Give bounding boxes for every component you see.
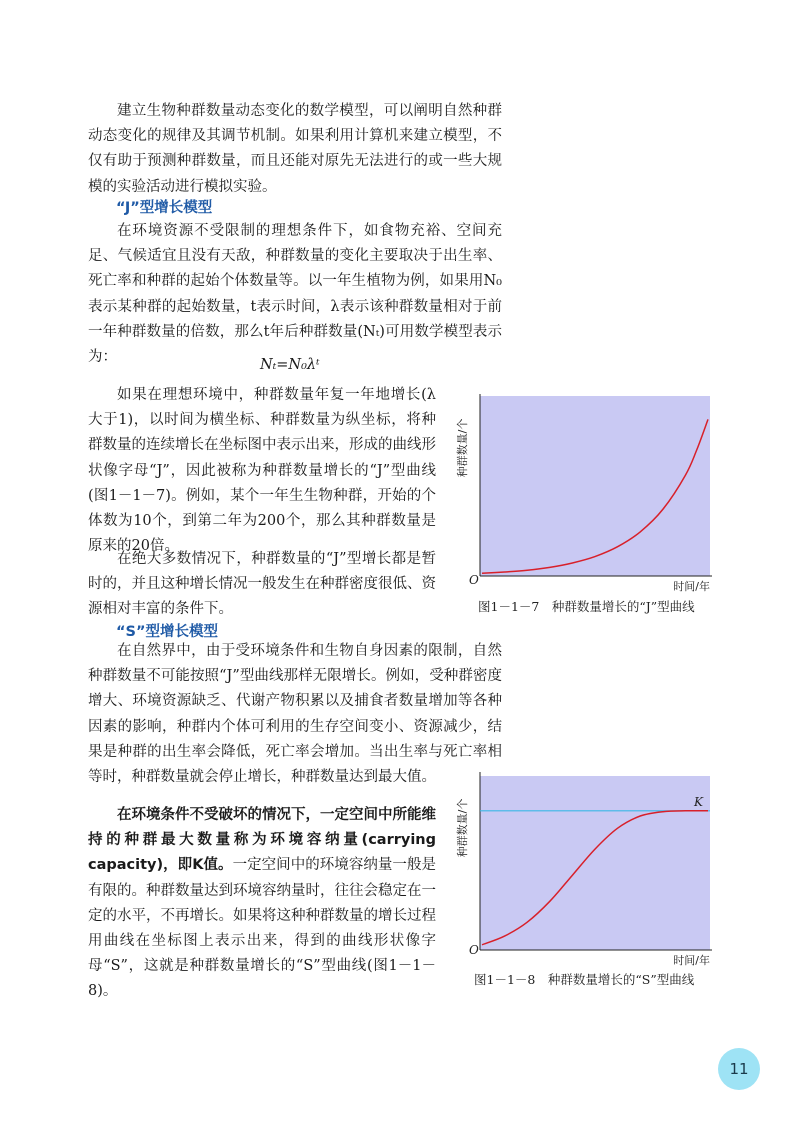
s-chart-x-label: 时间/年: [673, 954, 710, 967]
page-number-badge: [718, 1048, 760, 1090]
j-model-paragraph-1: 在环境资源不受限制的理想条件下，如食物充裕、空间充足、气候适宜且没有天敌，种群数量的变化主要取决于出生率、死亡率和种群的起始个体数量等。以一年生植物为例，如果用N₀表示某种群的起始数量，t表示时间，λ表示该种群数量相对于前一年种群数量的倍数，那么t年后种群数量(Nₜ)可用数学模型表示为：: [88, 223, 502, 366]
s-model-paragraph-1: 在自然界中，由于受环境条件和生物自身因素的限制，自然种群数量不可能按照“J”型曲线那样无限增长。例如，受种群密度增大、环境资源缺乏、代谢产物积累以及捕食者数量增加等各种因素的影响，种群内个体可利用的生存空间变小、资源减少，结果是种群的出生率会降低，死亡率会增加。当出生率与死亡率相等时，种群数量就会停止增长，种群数量达到最大值。: [88, 643, 502, 786]
j-chart-caption: 图1－1－7 种群数量增长的“J”型曲线: [478, 599, 695, 614]
j-chart-plot-area: [480, 396, 710, 576]
k-value-label: K: [694, 794, 703, 809]
s-chart-y-label: 种群数量/个: [456, 798, 469, 858]
page-number: 11: [729, 1060, 749, 1078]
s-chart-caption: 图1－1－8 种群数量增长的“S”型曲线: [474, 972, 695, 987]
s-model-paragraph-2: [88, 803, 436, 1005]
j-curve-chart: [458, 388, 720, 593]
s-model-paragraph-2-rest: 一定空间中的环境容纳量一般是有限的。种群数量达到环境容纳量时，往往会稳定在一定的水平，不再增长。如果将这种种群数量的增长过程用曲线在坐标图上表示出来，得到的曲线形状像字母“S”，这就是种群数量增长的“S”型曲线(图1－1－8)。: [88, 857, 436, 1000]
j-chart-origin: O: [469, 573, 479, 587]
j-chart-x-label: 时间/年: [673, 580, 710, 593]
intro-paragraph: 建立生物种群数量动态变化的数学模型，可以阐明自然种群动态变化的规律及其调节机制。如果利用计算机来建立模型，不仅有助于预测种群数量，而且还能对原先无法进行的或一些大规模的实验活动进行模拟实验。: [88, 103, 502, 195]
population-formula: Nₜ=N₀λᵗ: [260, 357, 320, 373]
s-chart-origin: O: [469, 943, 479, 957]
carrying-capacity-definition: 在环境条件不受破坏的情况下，一定空间中所能维持的种群最大数量称为环境容纳量(carrying capacity)，即K值。: [88, 807, 436, 874]
j-model-heading: “J”型增长模型: [116, 200, 213, 216]
j-model-paragraph-2: 如果在理想环境中，种群数量年复一年地增长(λ大于1)，以时间为横坐标、种群数量为纵坐标，将种群数量的连续增长在坐标图中表示出来，形成的曲线形状像字母“J”，因此被称为种群数量增长的“J”型曲线(图1－1－7)。例如，某个一年生生物种群，开始的个体数为10个，到第二年为200个，那么其种群数量是原来的20倍。: [88, 387, 436, 555]
s-chart-plot-area: [480, 776, 710, 950]
s-curve-chart: [458, 768, 720, 968]
j-chart-y-label: 种群数量/个: [456, 418, 469, 478]
j-model-paragraph-3: 在绝大多数情况下，种群数量的“J”型增长都是暂时的，并且这种增长情况一般发生在种群密度很低、资源相对丰富的条件下。: [88, 551, 436, 618]
s-model-heading: “S”型增长模型: [116, 624, 219, 640]
